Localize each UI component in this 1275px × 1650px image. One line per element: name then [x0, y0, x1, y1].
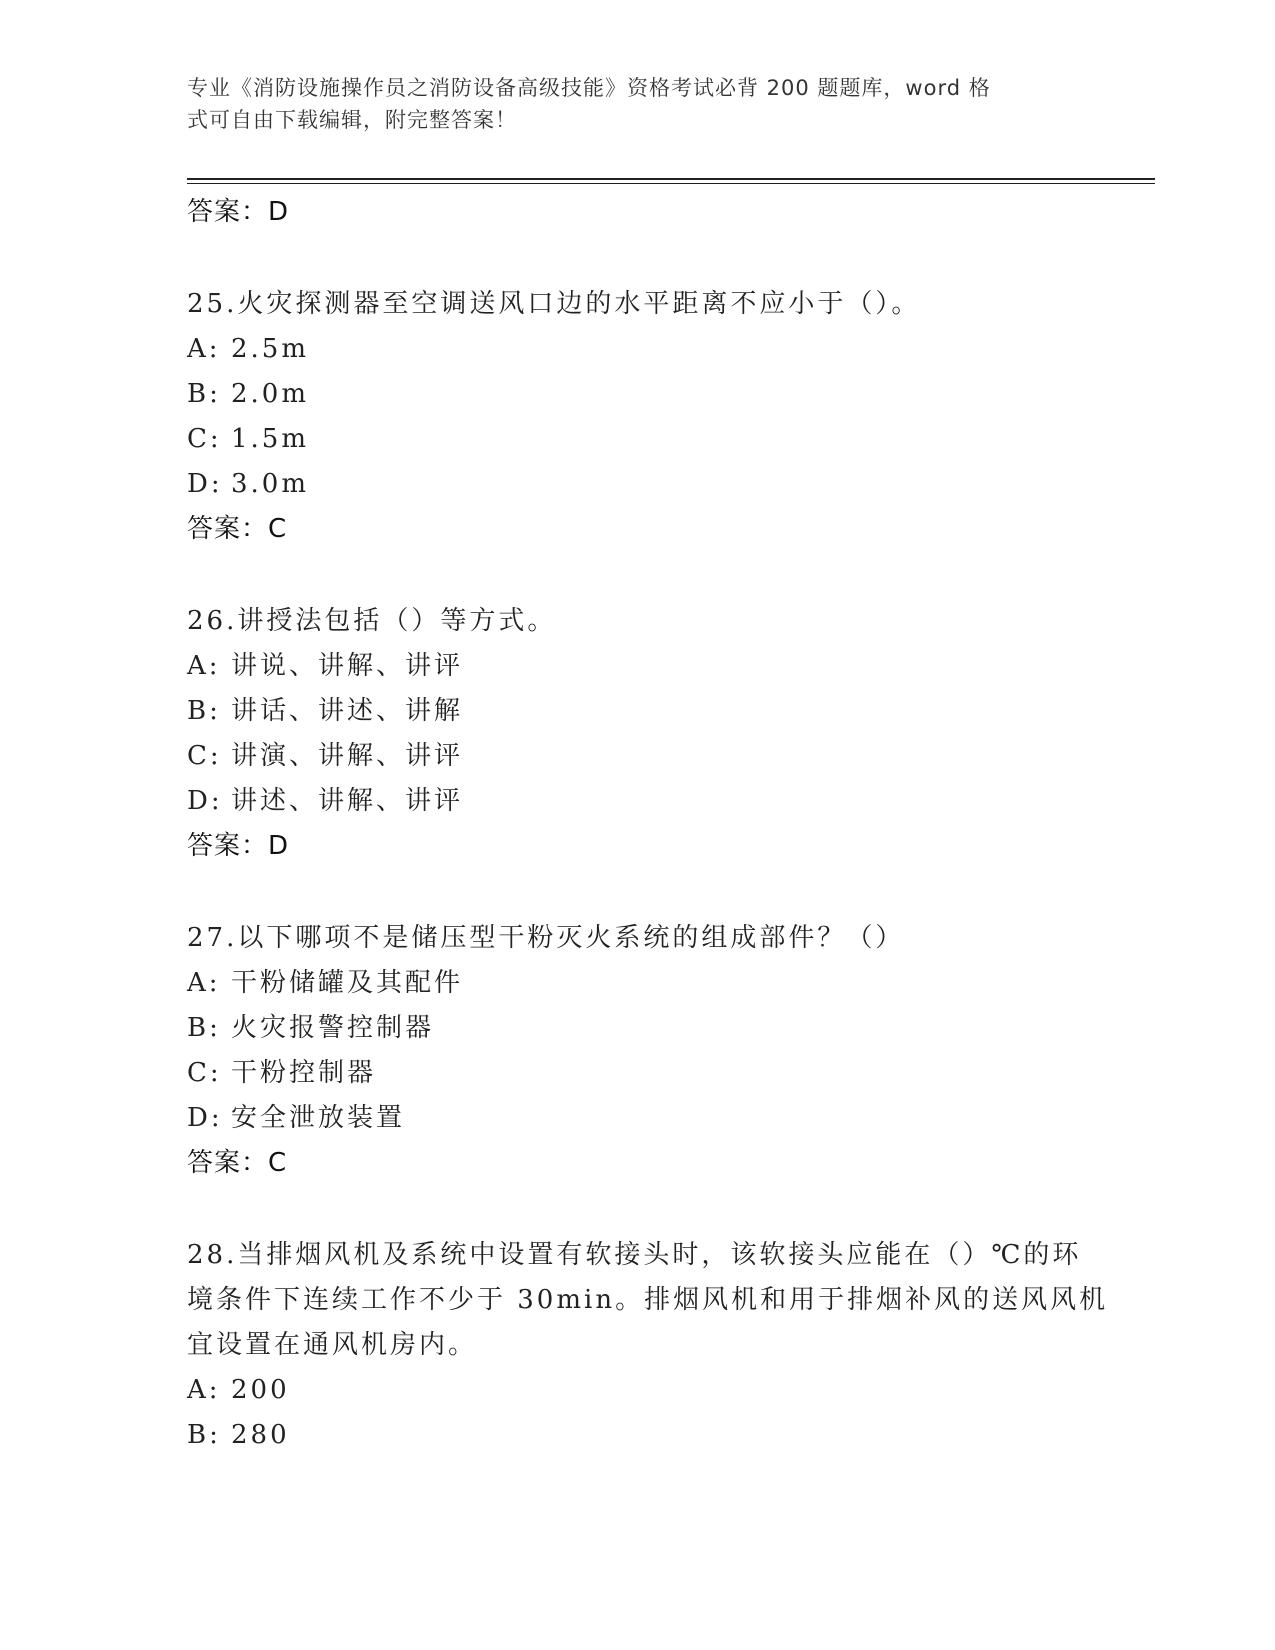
option-label: B:: [187, 696, 221, 726]
option-text: 讲演、讲解、讲评: [231, 741, 464, 771]
question-block: [187, 1233, 1109, 1458]
question-text: 境条件下连续工作不少于 30min。排烟风机和用于排烟补风的送风风机: [187, 1285, 1109, 1315]
option-d: [187, 462, 1087, 507]
option-b: [187, 689, 1087, 734]
option-c: [187, 1051, 1087, 1096]
option-text: 280: [231, 1420, 290, 1450]
option-text: 2.5m: [231, 334, 310, 364]
option-label: D:: [187, 1103, 223, 1133]
answer-line: 答案：C: [187, 514, 288, 544]
question-list: [187, 190, 1109, 1458]
option-d: [187, 779, 1087, 824]
option-label: A:: [187, 968, 221, 998]
option-text: 讲述、讲解、讲评: [231, 786, 464, 816]
answer-line: 答案：D: [187, 197, 290, 227]
option-text: 安全泄放装置: [231, 1103, 406, 1133]
option-label: D:: [187, 786, 223, 816]
header-line: 专业《消防设施操作员之消防设备高级技能》资格考试必背 200 题题库，word 格: [187, 76, 991, 100]
option-d: [187, 1096, 1087, 1141]
option-label: B:: [187, 1013, 221, 1043]
option-a: [187, 644, 1087, 689]
option-label: A:: [187, 1375, 221, 1405]
option-label: B:: [187, 1420, 221, 1450]
question-text: 28.当排烟风机及系统中设置有软接头时，该软接头应能在（）℃的环: [187, 1240, 1082, 1270]
question-block: [187, 599, 1087, 869]
option-label: A:: [187, 334, 221, 364]
option-label: C:: [187, 1058, 222, 1088]
option-text: 干粉控制器: [231, 1058, 377, 1088]
option-text: 讲话、讲述、讲解: [231, 696, 464, 726]
header-divider-thick: [187, 178, 1155, 180]
option-text: 3.0m: [231, 469, 310, 499]
option-c: [187, 734, 1087, 779]
question-text: 26.讲授法包括（）等方式。: [187, 606, 557, 636]
question-block: [187, 282, 1087, 552]
option-a: [187, 327, 1087, 372]
spacer: [187, 235, 1087, 282]
option-label: D:: [187, 469, 223, 499]
option-a: [187, 961, 1087, 1006]
answer-line: 答案：C: [187, 1148, 288, 1178]
option-label: C:: [187, 424, 222, 454]
option-a: [187, 1368, 1087, 1413]
question-block: [187, 916, 1087, 1186]
spacer: [187, 869, 1087, 916]
spacer: [187, 1186, 1087, 1233]
header-divider-thin: [187, 183, 1155, 184]
spacer: [187, 552, 1087, 599]
option-c: [187, 417, 1087, 462]
option-text: 1.5m: [231, 424, 310, 454]
document-header: [187, 72, 1067, 136]
question-text: 25.火灾探测器至空调送风口边的水平距离不应小于（）。: [187, 289, 921, 319]
question-text: 27.以下哪项不是储压型干粉灭火系统的组成部件？（）: [187, 923, 905, 953]
option-text: 2.0m: [231, 379, 310, 409]
answer-line: 答案：D: [187, 831, 290, 861]
option-b: [187, 372, 1087, 417]
option-label: B:: [187, 379, 221, 409]
option-text: 200: [231, 1375, 290, 1405]
question-text: 宜设置在通风机房内。: [187, 1330, 478, 1360]
option-text: 干粉储罐及其配件: [231, 968, 464, 998]
header-line: 式可自由下载编辑，附完整答案！: [187, 108, 517, 132]
option-label: C:: [187, 741, 222, 771]
option-b: [187, 1006, 1087, 1051]
option-label: A:: [187, 651, 221, 681]
option-b: [187, 1413, 1087, 1458]
option-text: 讲说、讲解、讲评: [231, 651, 464, 681]
option-text: 火灾报警控制器: [231, 1013, 435, 1043]
